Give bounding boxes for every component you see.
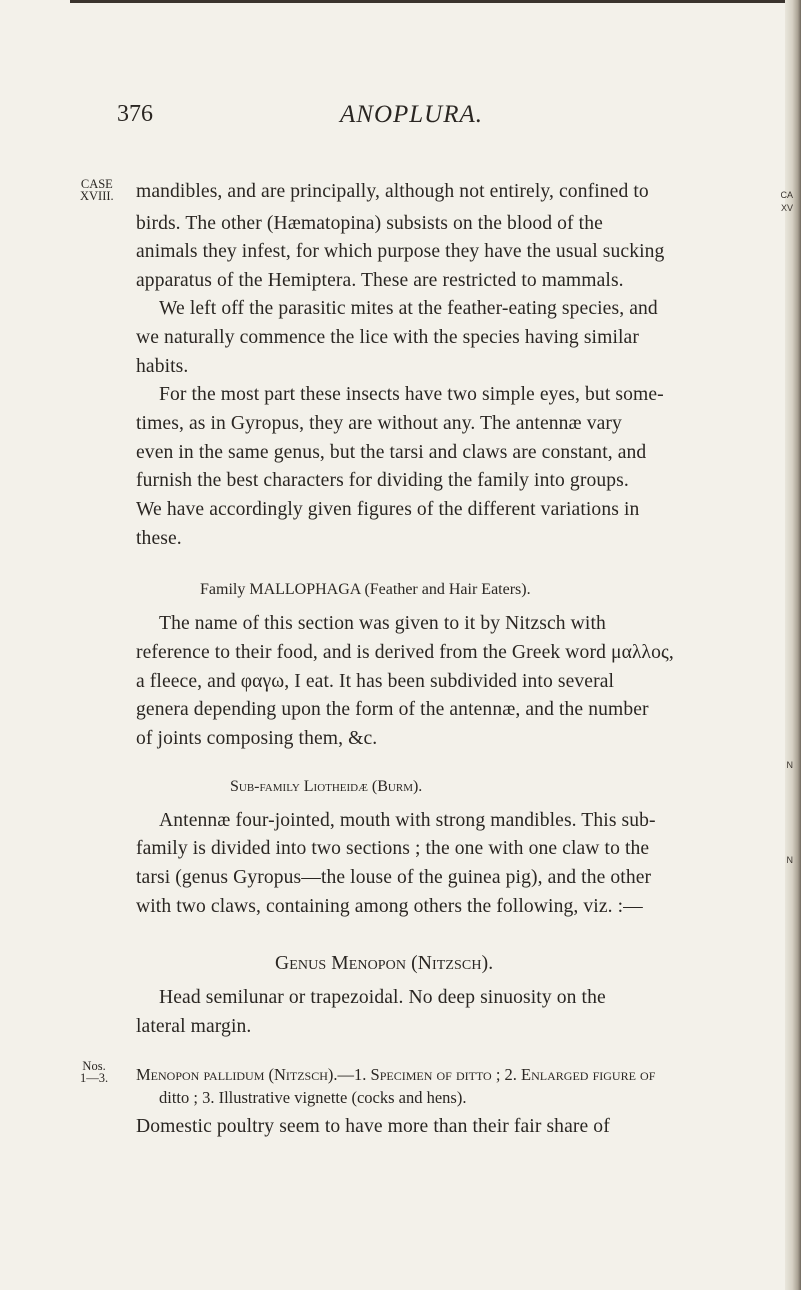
subfamily-heading: Sub-family Liotheidæ (Burm).: [230, 778, 423, 795]
case-note: [80, 178, 114, 202]
nos-note: [80, 1060, 108, 1084]
text-line: Domestic poultry seem to have more than their fair share of: [136, 1116, 610, 1137]
text-line: We left off the parasitic mites at the feather-eating species, and: [159, 298, 658, 319]
family-heading: Family MALLOPHAGA (Feather and Hair Eaters).: [200, 581, 531, 598]
genus-heading: Genus Menopon (Nitzsch).: [275, 953, 494, 974]
case-number: XVIII.: [80, 189, 114, 203]
text-line: apparatus of the Hemiptera. These are restricted to mammals.: [136, 270, 624, 291]
running-title: ANOPLURA.: [340, 101, 484, 128]
text-line: these.: [136, 528, 182, 549]
nos-label: Nos.: [82, 1059, 106, 1073]
text-line: habits.: [136, 356, 189, 377]
text-line: genera depending upon the form of the antennæ, and the number: [136, 699, 649, 720]
text-line: with two claws, containing among others the following, viz. :—: [136, 896, 643, 917]
text-line: Antennæ four-jointed, mouth with strong mandibles. This sub-: [159, 810, 656, 831]
figure-caption-line: ditto ; 3. Illustrative vignette (cocks and hens).: [159, 1088, 467, 1107]
edge-mark: CA: [780, 190, 793, 200]
top-rule: [70, 0, 801, 3]
text-line: of joints composing them, &c.: [136, 728, 378, 749]
text-line: birds. The other (Hæmatopina) subsists on the blood of the: [136, 213, 603, 234]
text-line: We have accordingly given figures of the different variations in: [136, 499, 640, 520]
text-line: lateral margin.: [136, 1016, 252, 1037]
text-line: furnish the best characters for dividing the family into groups.: [136, 470, 629, 491]
case-label: CASE: [80, 177, 113, 191]
edge-mark: XV: [780, 203, 793, 213]
figure-caption-line: Menopon pallidum (Nitzsch).—1. Specimen of ditto ; 2. Enlarged figure of: [136, 1065, 656, 1084]
text-line: Head semilunar or trapezoidal. No deep sinuosity on the: [159, 987, 606, 1008]
text-line: The name of this section was given to it by Nitzsch with: [159, 613, 606, 634]
text-line: we naturally commence the lice with the species having similar: [136, 327, 639, 348]
text-line: a fleece, and φαγω, I eat. It has been subdivided into several: [136, 671, 615, 692]
text-line: family is divided into two sections ; the one with one claw to the: [136, 838, 650, 859]
text-line: For the most part these insects have two simple eyes, but some-: [159, 384, 664, 405]
edge-mark: N: [786, 760, 793, 770]
text-line: even in the same genus, but the tarsi and claws are constant, and: [136, 442, 647, 463]
edge-mark: N: [786, 855, 793, 865]
nos-range: 1—3.: [80, 1071, 109, 1085]
text-line: reference to their food, and is derived from the Greek word μαλλος,: [136, 642, 674, 663]
text-line: animals they infest, for which purpose they have the usual sucking: [136, 241, 665, 262]
text-line: mandibles, and are principally, although not entirely, confined to: [136, 181, 649, 202]
text-line: times, as in Gyropus, they are without any. The antennæ vary: [136, 413, 622, 434]
text-line: tarsi (genus Gyropus—the louse of the guinea pig), and the other: [136, 867, 652, 888]
page-number: 376: [117, 101, 153, 127]
